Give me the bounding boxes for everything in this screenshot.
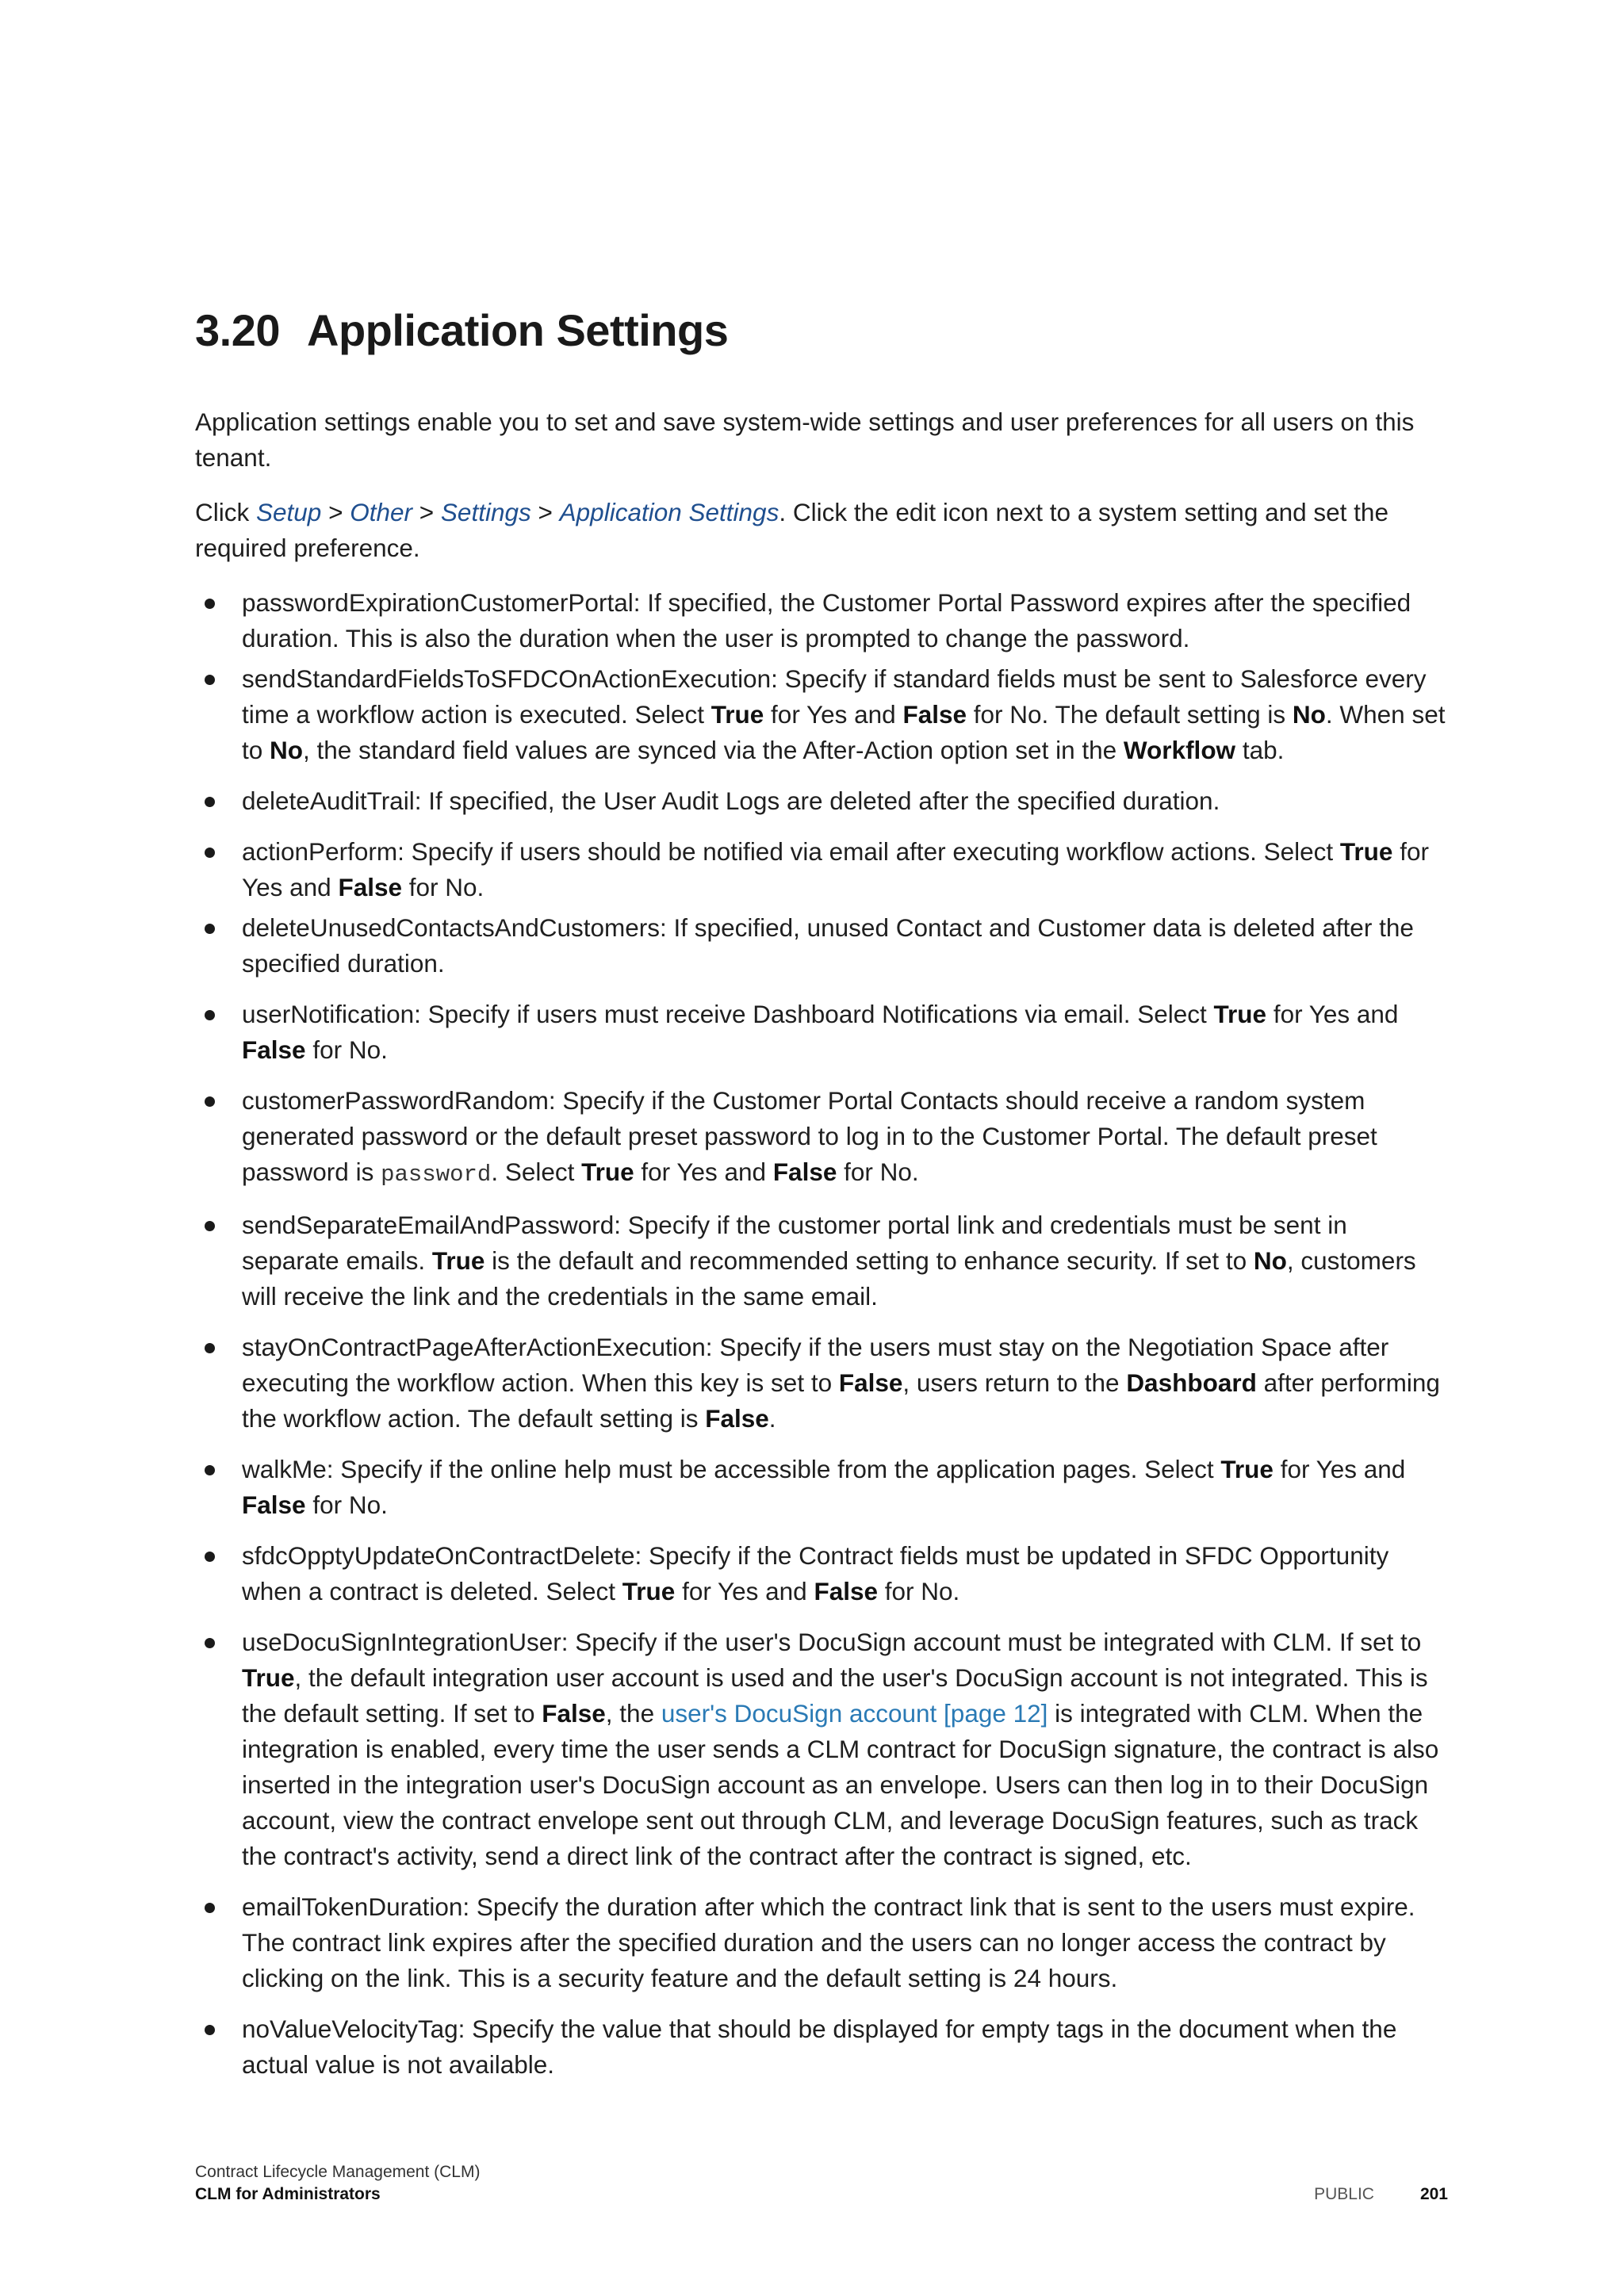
bullet-icon xyxy=(205,797,215,807)
bullet-icon xyxy=(205,848,215,858)
footer-book-title: CLM for Administrators xyxy=(195,2185,381,2203)
section-heading xyxy=(195,304,728,356)
bullet-icon xyxy=(205,1221,215,1231)
intro-paragraph: Application settings enable you to set and save system-wide settings and user preferences for all users on this tenant. xyxy=(195,408,1415,472)
list-item: sfdcOpptyUpdateOnContractDelete: Specify if the Contract fields must be updated in SFDC Opportunity when a contract is deleted. Select True for Yes and False for No. xyxy=(195,1538,1448,1609)
bullet-icon xyxy=(205,675,215,685)
bullet-icon xyxy=(205,1010,215,1020)
list-item: sendSeparateEmailAndPassword: Specify if the customer portal link and credentials must be sent in separate emails. True is the default and recommended setting to enhance security. If set to No, customers will receive the link and the credentials in the same email. xyxy=(195,1207,1448,1314)
nav-link-setup[interactable]: Setup xyxy=(256,498,322,526)
list-item: emailTokenDuration: Specify the duration after which the contract link that is sent to the users must expire. The contract link expires after the specified duration and the users can no longer access the contract by clicking on the link. This is a security feature and the default setting is 24 hours. xyxy=(195,1889,1448,1996)
list-item: sendStandardFieldsToSFDCOnActionExecution: Specify if standard fields must be sent to Salesforce every time a workflow action is executed. Select True for Yes and False for No. The default setting is No. When set to No, the standard field values are synced via the After-Action option set in the Workflow tab. xyxy=(195,661,1448,768)
list-item: stayOnContractPageAfterActionExecution: Specify if the users must stay on the Negotiation Space after executing the workflow action. When this key is set to False, users return to the Dashboard after performing the workflow action. The default setting is False. xyxy=(195,1330,1448,1437)
list-item: customerPasswordRandom: Specify if the Customer Portal Contacts should receive a random system generated password or the default preset password to log in to the Customer Portal. The default preset password is password. Select True for Yes and False for No. xyxy=(195,1083,1448,1192)
list-item: useDocuSignIntegrationUser: Specify if the user's DocuSign account must be integrated with CLM. If set to True, the default integration user account is used and the user's DocuSign account is not integrated. This is the default setting. If set to False, the user's DocuSign account [page 12] is integrated with CLM. When the integration is enabled, every time the user sends a CLM contract for DocuSign signature, the contract is also inserted in the integration user's DocuSign account as an envelope. Users can then log in to their DocuSign account, view the contract envelope sent out through CLM, and leverage DocuSign features, such as track the contract's activity, send a direct link of the contract after the contract is signed, etc. xyxy=(195,1624,1448,1874)
nav-link-application-settings[interactable]: Application Settings xyxy=(559,498,779,526)
list-item: userNotification: Specify if users must receive Dashboard Notifications via email. Select True for Yes and False for No. xyxy=(195,997,1448,1068)
page-number: 201 xyxy=(1419,2185,1448,2203)
list-item: deleteUnusedContactsAndCustomers: If specified, unused Contact and Customer data is deleted after the specified duration. xyxy=(195,910,1448,982)
bullet-icon xyxy=(205,1343,215,1353)
bullet-icon xyxy=(205,1903,215,1913)
docusign-account-link[interactable]: user's DocuSign account [page 12] xyxy=(661,1699,1048,1728)
bullet-icon xyxy=(205,1552,215,1562)
navigation-instruction: Click Setup > Other > Settings > Application Settings. Click the edit icon next to a system setting and set the required preference. xyxy=(195,498,1388,562)
footer-product: Contract Lifecycle Management (CLM) xyxy=(195,2163,481,2181)
nav-link-settings[interactable]: Settings xyxy=(440,498,531,526)
bullet-icon xyxy=(205,1465,215,1475)
bullet-icon xyxy=(205,1638,215,1648)
bullet-icon xyxy=(205,599,215,609)
bullet-icon xyxy=(205,2025,215,2035)
inline-code: password xyxy=(381,1161,492,1188)
settings-list xyxy=(195,585,1448,2083)
bullet-icon xyxy=(205,1096,215,1107)
section-title: Application Settings xyxy=(307,305,729,355)
bullet-icon xyxy=(205,924,215,934)
list-item: actionPerform: Specify if users should be notified via email after executing workflow actions. Select True for Yes and False for No. xyxy=(195,834,1448,905)
section-number: 3.20 xyxy=(195,305,280,355)
footer-book-info xyxy=(195,2161,480,2206)
section-body xyxy=(195,404,1448,2098)
list-item: walkMe: Specify if the online help must be accessible from the application pages. Select True for Yes and False for No. xyxy=(195,1452,1448,1523)
footer-page-info xyxy=(1314,2183,1448,2206)
list-item: deleteAuditTrail: If specified, the User Audit Logs are deleted after the specified duration. xyxy=(195,783,1448,819)
nav-link-other[interactable]: Other xyxy=(350,498,413,526)
list-item: noValueVelocityTag: Specify the value that should be displayed for empty tags in the document when the actual value is not available. xyxy=(195,2011,1448,2083)
footer-classification: PUBLIC xyxy=(1314,2185,1374,2203)
list-item: passwordExpirationCustomerPortal: If specified, the Customer Portal Password expires after the specified duration. This is also the duration when the user is prompted to change the password. xyxy=(195,585,1448,656)
